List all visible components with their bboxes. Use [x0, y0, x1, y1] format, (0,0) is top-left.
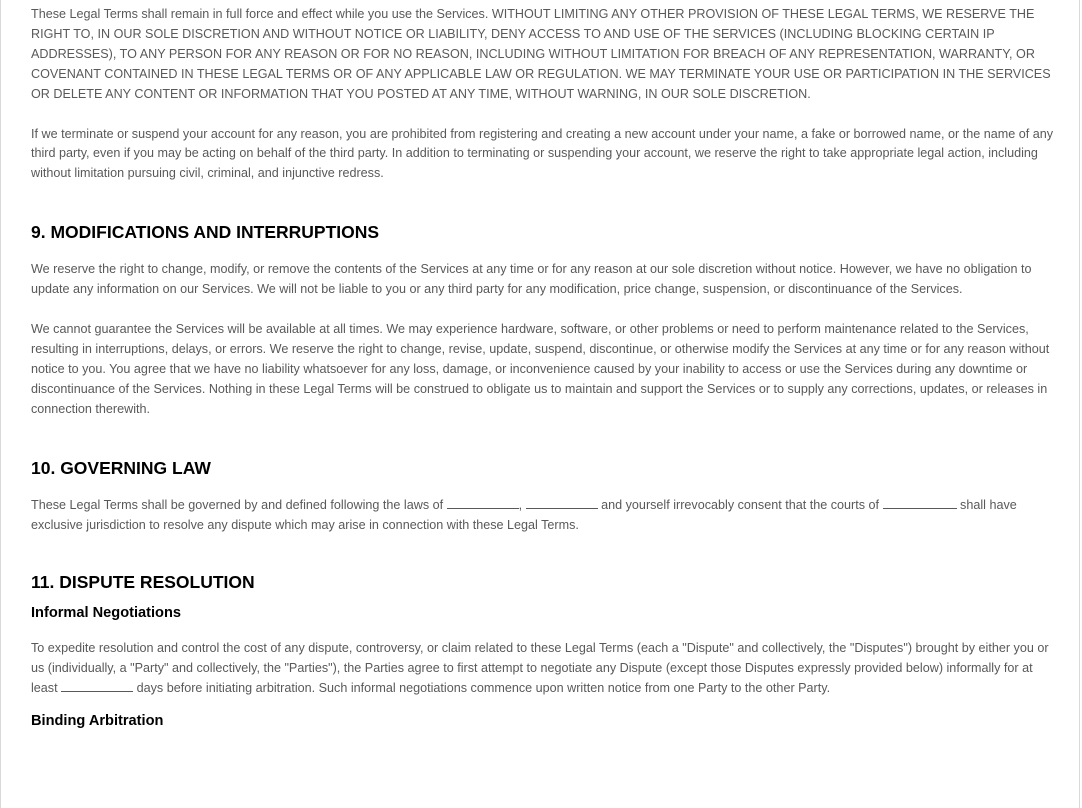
blank-field-jurisdiction	[447, 496, 519, 509]
section-heading-modifications: 9. MODIFICATIONS AND INTERRUPTIONS	[31, 222, 380, 243]
subheading-informal-negotiations: Informal Negotiations	[31, 605, 181, 622]
section-heading-governing-law: 10. GOVERNING LAW	[31, 457, 211, 478]
governing-law-text-4: shall have exclusive jurisdiction to resolve any dispute which may arise in connection with these Legal Terms.	[31, 497, 1017, 532]
informal-negotiations-paragraph	[31, 639, 1057, 699]
governing-law-text-2: ,	[518, 497, 526, 512]
blank-field-days	[61, 679, 133, 692]
termination-paragraph: These Legal Terms shall remain in full force and effect while you use the Services. WITHOUT LIMITING ANY OTHER PROVISION OF THESE LEGAL TERMS, WE RESERVE THE RIGHT TO, IN OUR SOLE DISCRETION AND WITHOUT NOTICE OR LIABILITY, DENY ACCESS TO AND USE OF THE SERVICES (INCLUDING BLOCKING CERTAIN IP ADDRESSES), TO ANY PERSON FOR ANY REASON OR FOR NO REASON, INCLUDING WITHOUT LIMITATION FOR BREACH OF ANY REPRESENTATION, WARRANTY, OR COVENANT CONTAINED IN THESE LEGAL TERMS OR OF ANY APPLICABLE LAW OR REGULATION. WE MAY TERMINATE YOUR USE OR PARTICIPATION IN THE SERVICES OR DELETE ANY CONTENT OR INFORMATION THAT YOU POSTED AT ANY TIME, WITHOUT WARNING, IN OUR SOLE DISCRETION.	[31, 7, 1051, 101]
interruptions-paragraph: We cannot guarantee the Services will be available at all times. We may experience hardware, software, or other problems or need to perform maintenance related to the Services, resulting in interruptions, delays, or errors. We reserve the right to change, revise, update, suspend, discontinue, or otherwise modify the Services at any time or for any reason without notice to you. You agree that we have no liability whatsoever for any loss, damage, or inconvenience caused by your inability to access or use the Services during any downtime or discontinuance of the Services. Nothing in these Legal Terms will be construed to obligate us to maintain and support the Services or to supply any corrections, updates, or releases in connection therewith.	[31, 322, 1050, 416]
blank-field-courts	[883, 496, 957, 509]
governing-law-text-1: These Legal Terms shall be governed by and defined following the laws of	[31, 497, 447, 512]
legal-terms-content	[31, 5, 1057, 731]
governing-law-paragraph	[31, 496, 1057, 536]
subheading-binding-arbitration: Binding Arbitration	[31, 713, 164, 730]
modifications-paragraph: We reserve the right to change, modify, or remove the contents of the Services at any time or for any reason at our sole discretion without notice. However, we have no obligation to update any information on our Services. We will not be liable to you or any third party for any modification, price change, suspension, or discontinuance of the Services.	[31, 262, 1032, 297]
governing-law-text-3: and yourself irrevocably consent that the courts of	[597, 497, 883, 512]
section-heading-dispute-resolution: 11. DISPUTE RESOLUTION	[31, 572, 255, 593]
informal-negotiations-text-2: days before initiating arbitration. Such informal negotiations commence upon written notice from one Party to the other Party.	[133, 681, 831, 696]
informal-negotiations-text-1: To expedite resolution and control the cost of any dispute, controversy, or claim related to these Legal Terms (each a "Dispute" and collectively, the "Disputes") brought by either you or us (individually, a "Party" and collectively, the "Parties"), the Parties agree to first attempt to negotiate any Dispute (except those Disputes expressly provided below) informally for at least	[31, 641, 1049, 696]
account-suspension-paragraph: If we terminate or suspend your account for any reason, you are prohibited from registering and creating a new account under your name, a fake or borrowed name, or the name of any third party, even if you may be acting on behalf of the third party. In addition to terminating or suspending your account, we reserve the right to take appropriate legal action, including without limitation pursuing civil, criminal, and injunctive redress.	[31, 126, 1054, 181]
blank-field-country	[526, 496, 598, 509]
